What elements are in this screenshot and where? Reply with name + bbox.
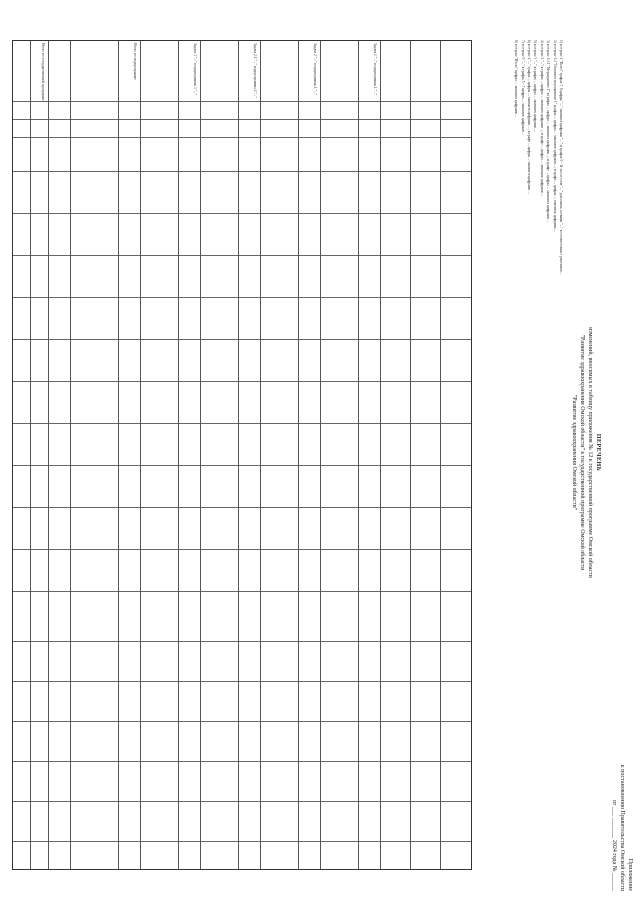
section-caption: Задача 2.1 "..." подпрограммы 2 "..."	[253, 43, 257, 98]
title-line-4: "Развитие здравоохранения Омской области"	[571, 394, 577, 511]
table-row	[358, 41, 359, 869]
intro-line: 3) в строке 1.1.1 "Мероприятие 1" в графах ... цифры ... заменить цифрами ...; в графе ... цифры ... заменить цифрами ...	[546, 40, 551, 223]
intro-line: 2) в строке 1.1 "Основное мероприятие 1" графах ... цифры ... заменить цифрами ...; в графе ... цифры ... заменить цифрами ...	[552, 40, 557, 233]
table-row	[298, 41, 299, 869]
table-footer-caption: Итого по государственной программе	[41, 43, 45, 101]
table-row	[140, 41, 141, 869]
table-column-divider	[13, 681, 471, 682]
section-caption: Задача 2 "..." подпрограммы 1 "..."	[313, 43, 317, 96]
table-row	[440, 41, 441, 869]
intro-paragraphs	[513, 40, 564, 870]
approval-line-1: Приложение	[627, 858, 633, 891]
approval-line-3: от ___ _______ 2024 года № ______	[611, 799, 617, 891]
changes-table	[12, 40, 472, 870]
table-row	[380, 41, 381, 869]
table-row	[48, 41, 49, 869]
section-caption: Задача 3 "..." подпрограммы 3 "..."	[193, 43, 197, 96]
intro-line: 5) в строке 3 "..." в графах ... цифры ... заменить цифрами ...	[533, 40, 538, 132]
section-caption: Итого по подпрограмме	[133, 43, 137, 80]
section-caption: Задача 1 "..." подпрограммы 1 "..."	[373, 43, 377, 96]
table-column-divider	[13, 801, 471, 802]
intro-line: 7) в строке 5 "..." в графах 5 - 7 цифры ... заменить цифрами ...	[520, 40, 525, 136]
intro-line: 4) в строке 2 "..." в графах ... цифры ... заменить цифрами ...; в графе ... цифры ... заменить цифрами ...	[539, 40, 544, 197]
title-line-3: "Развитие здравоохранения Омской области" к государственной программе Омской области	[579, 334, 585, 571]
table-column-divider	[13, 591, 471, 592]
table-column-divider	[13, 255, 471, 256]
table-column-divider	[13, 381, 471, 382]
table-row	[200, 41, 201, 869]
table-column-divider	[13, 297, 471, 298]
table-column-divider	[13, 841, 471, 842]
table-row	[260, 41, 261, 869]
table-column-divider	[13, 101, 471, 102]
table-row	[30, 41, 31, 869]
table-row	[320, 41, 321, 869]
table-column-divider	[13, 137, 471, 138]
table-column-divider	[13, 761, 471, 762]
table-column-divider	[13, 339, 471, 340]
table-row	[70, 41, 71, 869]
intro-line: 8) в строке "Итого" цифры ... заменить цифрами ...	[514, 40, 519, 118]
table-column-divider	[13, 549, 471, 550]
intro-line: 6) в строке 4 "..." графах ... цифры ... заменить цифрами ...; в графе ... цифры ... заменить цифрами ...	[526, 40, 531, 194]
approval-line-2: к постановлению Правительства Омской области	[619, 764, 625, 891]
table-column-divider	[13, 171, 471, 172]
table-column-divider	[13, 213, 471, 214]
title-line-2: изменений, вносимых в таблицу приложения № 12 к государственной программе Омской области	[587, 327, 593, 578]
table-column-divider	[13, 119, 471, 120]
table-column-divider	[13, 423, 471, 424]
table-column-divider	[13, 507, 471, 508]
table-row	[118, 41, 119, 869]
approval-stamp	[610, 721, 634, 891]
table-column-divider	[13, 465, 471, 466]
title-line-1: ПЕРЕЧЕНЬ	[595, 433, 601, 472]
table-column-divider	[13, 641, 471, 642]
table-row	[410, 41, 411, 869]
table-column-divider	[13, 721, 471, 722]
table-row	[238, 41, 239, 869]
table-row	[178, 41, 179, 869]
intro-line: 1) в строке 1 "Всего" графах 7, 8 цифры "..." заменить цифрами "..."; в графах 9 - 11 после слов "..." дополнить словами "..." в соответствии с решением ...	[559, 40, 563, 276]
document-title	[570, 160, 602, 745]
